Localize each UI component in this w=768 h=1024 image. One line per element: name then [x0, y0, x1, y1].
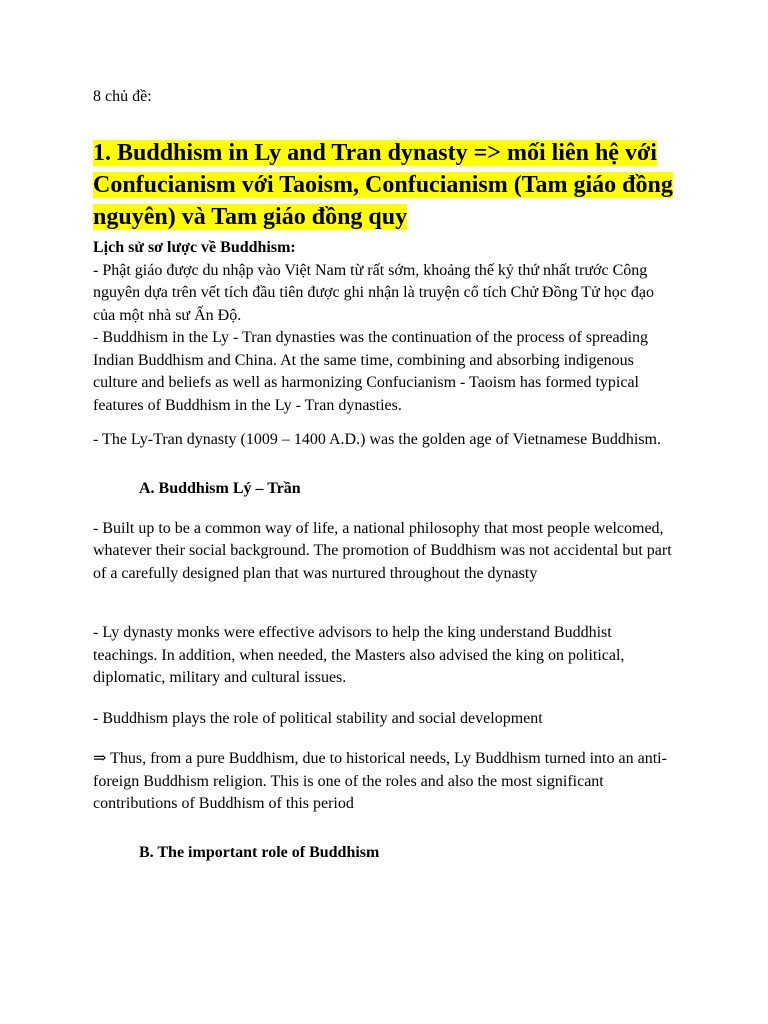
- paragraph-origin: - Phật giáo được du nhập vào Việt Nam từ rất sớm, khoảng thế kỷ thứ nhất trước Công nguyên dựa trên vết tích đầu tiên được ghi nhận là truyện cổ tích Chử Đồng Tử học đạo của một nhà sư Ấn Độ.: [93, 261, 654, 324]
- heading-highlight: 1. Buddhism in Ly and Tran dynasty => mối liên hệ với Confucianism với Taoism, Confucianism (Tam giáo đồng nguyên) và Tam giáo đồng quy: [93, 140, 673, 230]
- intro-text: 8 chủ đề:: [93, 88, 152, 105]
- section-a-paragraph: - Built up to be a common way of life, a national philosophy that most people welcomed, whatever their social background. The promotion of Buddhism was not accidental but part of a carefully designed plan that was nurtured throughout the dynasty: [93, 519, 672, 582]
- section-a-title: A. Buddhism Lý – Trần: [139, 479, 301, 497]
- section-a-paragraph: - Ly dynasty monks were effective advisors to help the king understand Buddhist teachings. In addition, when needed, the Masters also advised the king on political, diplomatic, military and cultural issues.: [93, 624, 625, 686]
- main-heading: [93, 137, 676, 233]
- section-b-title: B. The important role of Buddhism: [139, 843, 380, 861]
- section-a-paragraph: ⇒ Thus, from a pure Buddhism, due to historical needs, Ly Buddhism turned into an anti-foreign Buddhism religion. This is one of the roles and also the most significant contributions of Buddhism of this period: [93, 750, 667, 812]
- section-a-paragraph: - Buddhism plays the role of political stability and social development: [93, 709, 543, 727]
- paragraph-continuation: - Buddhism in the Ly - Tran dynasties was the continuation of the process of spreading Indian Buddhism and China. At the same time, combining and absorbing indigenous culture and beliefs as well as harmonizing Confucianism - Taoism has formed typical features of Buddhism in the Ly - Tran dynasties.: [93, 329, 649, 414]
- paragraph-golden-age: - The Ly-Tran dynasty (1009 – 1400 A.D.) was the golden age of Vietnamese Buddhism.: [93, 431, 661, 448]
- history-subheading: Lịch sử sơ lược về Buddhism:: [93, 239, 296, 256]
